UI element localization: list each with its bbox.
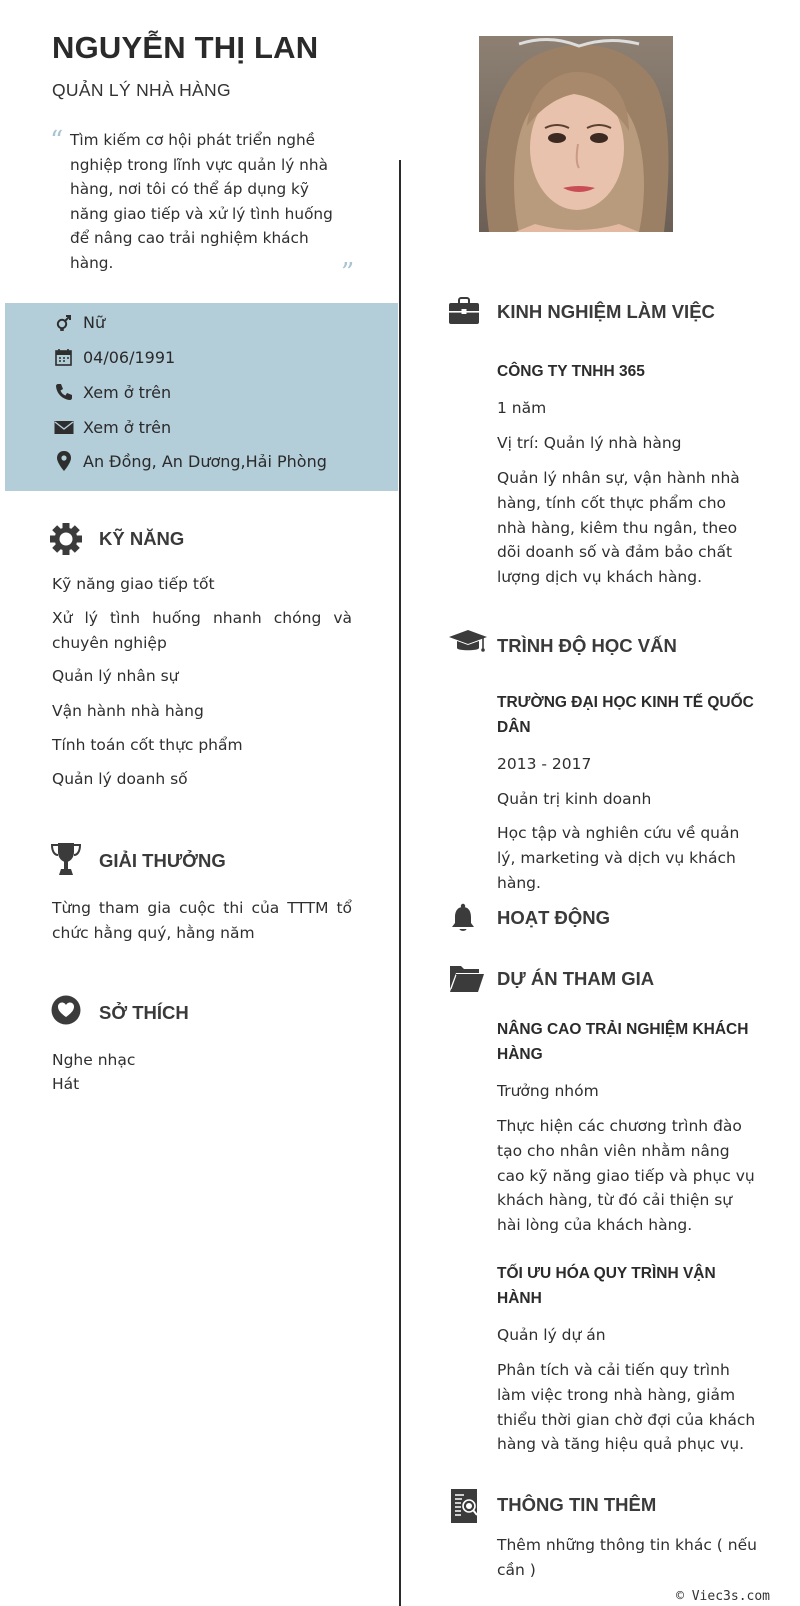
trophy-icon (51, 842, 81, 876)
contact-phone (53, 381, 171, 403)
open-quote-icon: “ (50, 126, 64, 156)
education-description: Học tập và nghiên cứu về quản lý, marketing và dịch vụ khách hàng. (497, 824, 740, 892)
skill-item: Vận hành nhà hàng (52, 702, 204, 720)
heart-icon (51, 995, 81, 1025)
bell-icon (450, 903, 476, 933)
graduation-cap-icon (449, 629, 487, 655)
project-description: Phân tích và cải tiến quy trình làm việc trong nhà hàng, giảm thiểu thời gian chờ đợi của khách hàng và tăng hiệu quả phục vụ. (497, 1361, 756, 1454)
award-text: Từng tham gia cuộc thi của TTTM tổ chức hằng quý, hằng năm (52, 899, 352, 942)
profile-photo (479, 36, 673, 232)
experience-heading: KINH NGHIỆM LÀM VIỆC (497, 301, 715, 322)
hobby-item: Nghe nhạc (52, 1051, 136, 1069)
school-name: TRƯỜNG ĐẠI HỌC KINH TẾ QUỐC DÂN (497, 694, 754, 736)
email-value: Xem ở trên (83, 417, 172, 437)
email-icon (53, 416, 75, 438)
skill-item: Kỹ năng giao tiếp tốt (52, 575, 215, 593)
column-divider (399, 160, 401, 1606)
projects-heading: DỰ ÁN THAM GIA (497, 968, 655, 989)
education-major: Quản trị kinh doanh (497, 790, 652, 808)
phone-icon (53, 381, 75, 403)
folder-icon (449, 963, 485, 993)
close-quote-icon: ” (341, 258, 355, 288)
gear-icon (50, 523, 82, 555)
project-description: Thực hiện các chương trình đào tạo cho nhân viên nhằm nâng cao kỹ năng giao tiếp và phục vụ khách hàng, từ đó cải thiện sự hài lòng của khách hàng. (497, 1117, 755, 1235)
document-icon (451, 1489, 479, 1523)
contact-address (53, 450, 327, 472)
contact-info-panel (5, 303, 398, 491)
phone-value: Xem ở trên (83, 382, 172, 402)
location-pin-icon (53, 450, 75, 472)
project-role: Trưởng nhóm (497, 1082, 599, 1100)
skill-item: Tính toán cốt thực phẩm (52, 736, 243, 754)
watermark-text: © Viec3s.com (676, 1589, 770, 1604)
gender-value: Nữ (83, 312, 106, 332)
contact-email (53, 416, 171, 438)
extra-info-text: Thêm những thông tin khác ( nếu cần ) (497, 1536, 757, 1579)
work-position: Vị trí: Quản lý nhà hàng (497, 434, 682, 452)
skills-heading: KỸ NĂNG (99, 528, 185, 549)
skill-item: Quản lý nhân sự (52, 667, 179, 685)
education-years: 2013 - 2017 (497, 755, 592, 773)
birthday-value: 04/06/1991 (83, 347, 176, 367)
awards-heading: GIẢI THƯỞNG (99, 850, 226, 871)
work-duration: 1 năm (497, 399, 547, 417)
work-description: Quản lý nhân sự, vận hành nhà hàng, tính cốt thực phẩm cho nhà hàng, kiêm thu ngân, theo dõi doanh số và đảm bảo chất lượng dịch vụ khách hàng. (497, 469, 740, 587)
skill-item: Xử lý tình huống nhanh chóng và chuyên nghiệp (52, 609, 352, 652)
gender-icon (53, 311, 75, 333)
career-objective: Tìm kiếm cơ hội phát triển nghề nghiệp trong lĩnh vực quản lý nhà hàng, nơi tôi có thể áp dụng kỹ năng giao tiếp và xử lý tình huống để nâng cao trải nghiệm khách hàng. (70, 131, 333, 272)
project-role: Quản lý dự án (497, 1326, 606, 1344)
job-title: QUẢN LÝ NHÀ HÀNG (52, 80, 231, 100)
contact-gender (53, 311, 105, 333)
education-heading: TRÌNH ĐỘ HỌC VẤN (497, 635, 677, 656)
calendar-icon (53, 346, 75, 368)
briefcase-icon (449, 297, 479, 325)
extra-info-heading: THÔNG TIN THÊM (497, 1494, 657, 1515)
skill-item: Quản lý doanh số (52, 770, 188, 788)
candidate-name: NGUYỄN THỊ LAN (52, 30, 319, 65)
contact-birthday (53, 346, 175, 368)
hobbies-heading: SỞ THÍCH (99, 1002, 189, 1023)
project-name: TỐI ƯU HÓA QUY TRÌNH VẬN HÀNH (497, 1265, 716, 1307)
hobby-item: Hát (52, 1075, 80, 1093)
address-value: An Đồng, An Dương,Hải Phòng (83, 451, 327, 471)
activities-heading: HOẠT ĐỘNG (497, 907, 611, 928)
project-name: NÂNG CAO TRẢI NGHIỆM KHÁCH HÀNG (497, 1021, 749, 1063)
company-name: CÔNG TY TNHH 365 (497, 363, 645, 380)
